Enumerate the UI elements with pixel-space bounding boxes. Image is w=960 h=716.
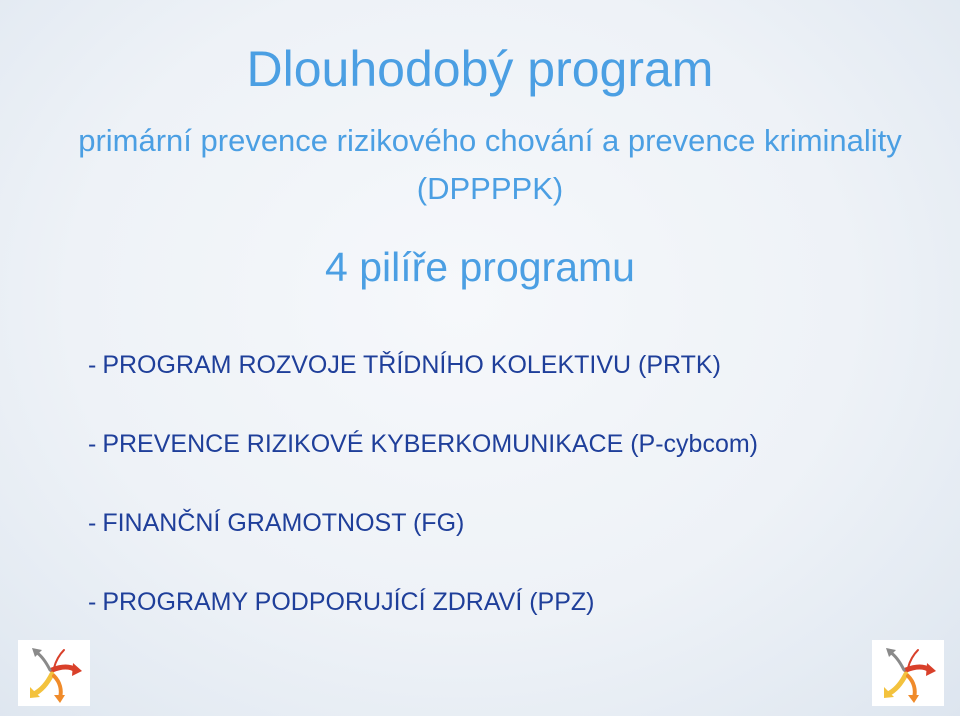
pillar-text: FINANČNÍ GRAMOTNOST (FG): [102, 509, 465, 537]
arrows-logo-svg: [18, 640, 90, 706]
slide-subtitle: primární prevence rizikového chování a prevence kriminality (DPPPPK): [78, 123, 902, 206]
pillar-text: PREVENCE RIZIKOVÉ KYBERKOMUNIKACE (P-cybcom): [102, 430, 759, 458]
pillar-item-ppz: [88, 582, 758, 661]
pillars-list: [88, 345, 758, 661]
pillar-item-fg: [88, 503, 758, 582]
pillar-item-p-cybcom: [88, 424, 758, 503]
pillar-dash: -: [88, 351, 97, 379]
arrows-logo-svg: [872, 640, 944, 706]
pillars-heading: 4 pilíře programu: [325, 244, 635, 290]
slide-title: Dlouhodobý program: [246, 41, 714, 97]
pillar-text: PROGRAM ROZVOJE TŘÍDNÍHO KOLEKTIVU (PRTK): [102, 351, 721, 379]
arrows-logo-icon: [872, 640, 944, 706]
pillar-item-prtk: [88, 345, 758, 424]
pillar-dash: -: [88, 588, 97, 616]
arrows-logo-icon: [18, 640, 90, 706]
pillar-dash: -: [88, 509, 97, 537]
pillar-dash: -: [88, 430, 97, 458]
pillar-text: PROGRAMY PODPORUJÍCÍ ZDRAVÍ (PPZ): [102, 588, 595, 616]
